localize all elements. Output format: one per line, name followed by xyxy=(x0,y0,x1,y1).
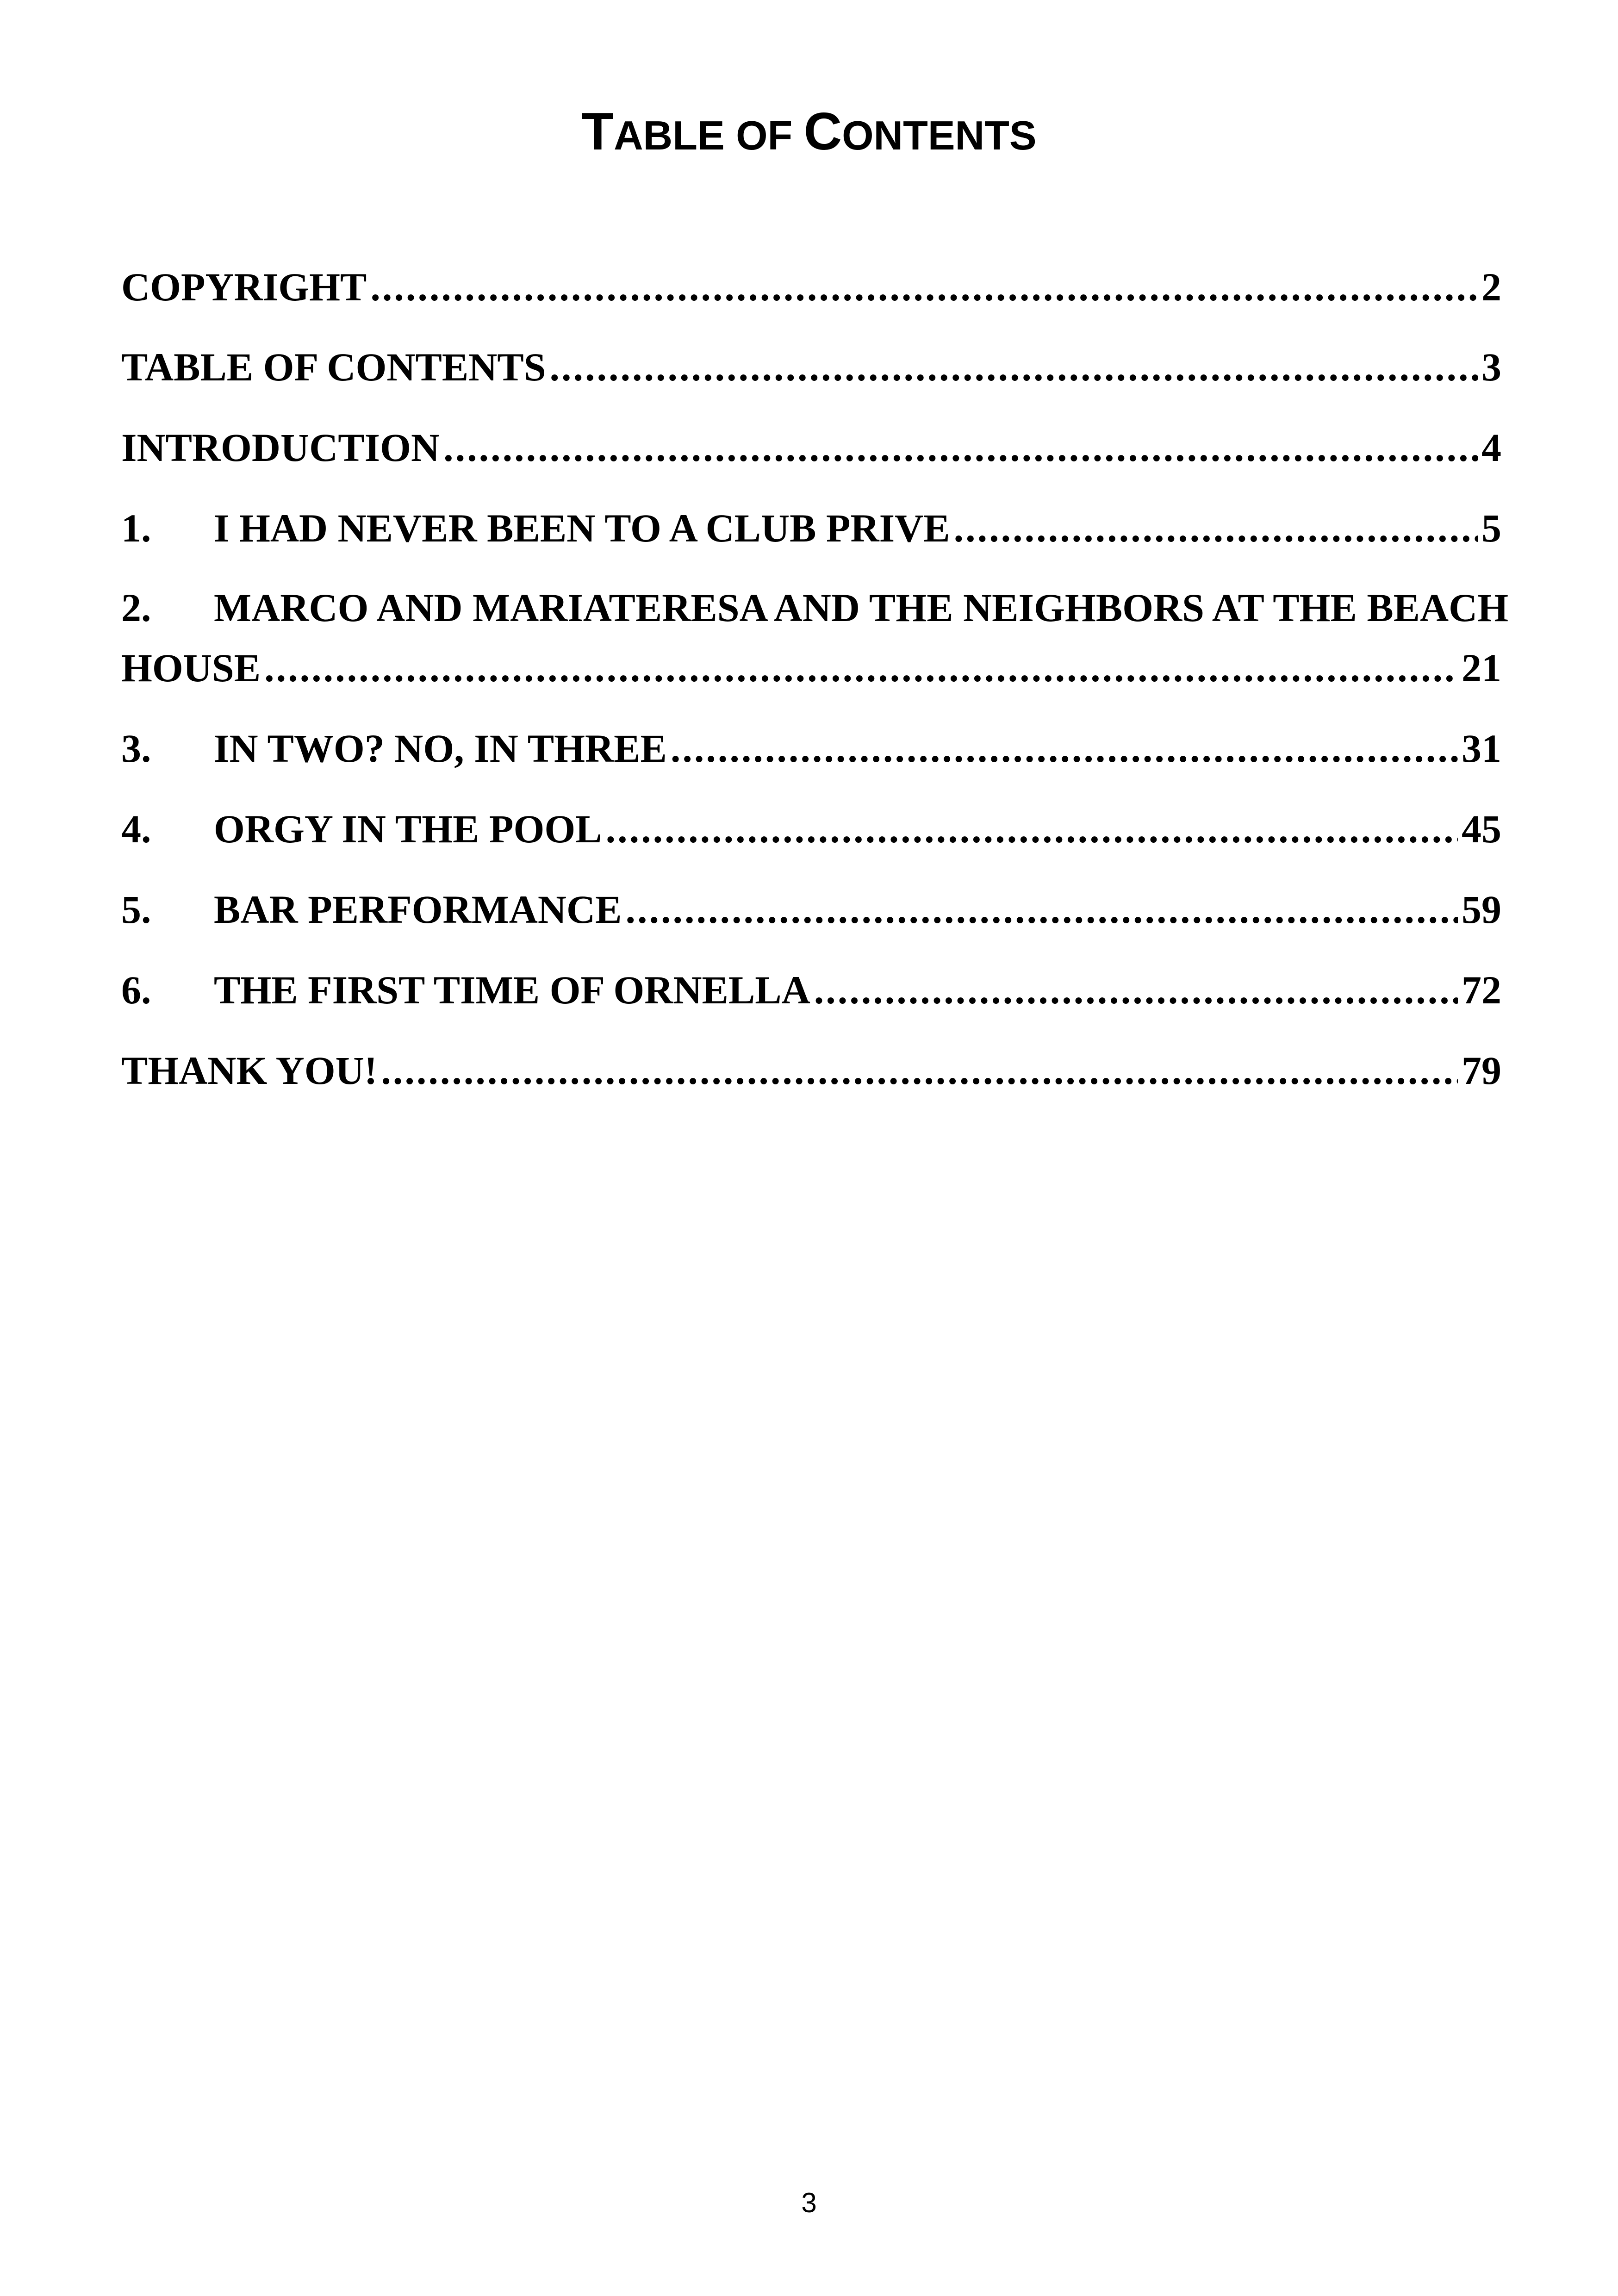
toc-entry-page: 45 xyxy=(1462,807,1501,851)
title-rest-able-of: ABLE OF xyxy=(614,112,804,158)
toc-entry-title-line-2: HOUSE xyxy=(121,646,261,690)
title-initial-c: C xyxy=(803,102,842,161)
dot-leader xyxy=(550,342,1478,392)
toc-entry-page: 79 xyxy=(1462,1048,1501,1093)
toc-entry-number: 1. xyxy=(121,506,151,550)
page-title xyxy=(0,100,1618,168)
toc-entry-number: 4. xyxy=(121,807,151,851)
toc-entry-page: 2 xyxy=(1481,265,1501,309)
toc-entry-page: 3 xyxy=(1481,345,1501,389)
toc-entry-chapter-5[interactable] xyxy=(121,884,1501,935)
toc-entry-table-of-contents[interactable] xyxy=(121,342,1501,392)
dot-leader xyxy=(671,723,1458,774)
toc-entry-title: IN TWO? NO, IN THREE xyxy=(214,726,667,771)
toc-entry-copyright[interactable] xyxy=(121,261,1501,312)
toc-entry-chapter-2[interactable] xyxy=(121,582,1509,693)
toc-entry-page: 5 xyxy=(1481,506,1501,550)
footer-page-number: 3 xyxy=(801,2187,817,2218)
dot-leader xyxy=(625,884,1458,935)
toc-entry-chapter-3[interactable] xyxy=(121,723,1501,774)
toc-entry-chapter-6[interactable] xyxy=(121,964,1501,1015)
dot-leader xyxy=(954,503,1478,554)
toc-entry-title: INTRODUCTION xyxy=(121,425,440,470)
title-rest-ontents: ONTENTS xyxy=(842,112,1037,158)
toc-entry-title: I HAD NEVER BEEN TO A CLUB PRIVE xyxy=(214,506,950,550)
toc-entry-page: 59 xyxy=(1462,887,1501,932)
dot-leader xyxy=(606,803,1458,854)
toc-entry-page: 21 xyxy=(1462,646,1501,690)
title-initial-t: T xyxy=(581,102,614,161)
toc-entry-number: 5. xyxy=(121,887,151,932)
dot-leader xyxy=(381,1045,1458,1096)
dot-leader xyxy=(264,642,1458,693)
toc-entry-title: COPYRIGHT xyxy=(121,265,367,309)
toc-entry-page: 72 xyxy=(1462,968,1501,1012)
toc-entry-chapter-1[interactable] xyxy=(121,503,1501,554)
toc-entry-introduction[interactable] xyxy=(121,422,1501,473)
toc-entry-title: TABLE OF CONTENTS xyxy=(121,345,546,389)
toc-entry-chapter-4[interactable] xyxy=(121,803,1501,854)
toc-entry-number: 2. xyxy=(121,585,151,630)
dot-leader xyxy=(814,964,1458,1015)
toc-entry-title: BAR PERFORMANCE xyxy=(214,887,622,932)
toc-entry-page: 4 xyxy=(1481,425,1501,470)
toc-entry-number: 3. xyxy=(121,726,151,771)
toc-entry-thank-you[interactable] xyxy=(121,1045,1501,1096)
toc-entry-title: THE FIRST TIME OF ORNELLA xyxy=(214,968,810,1012)
dot-leader xyxy=(443,422,1478,473)
toc-entry-title-line-1: MARCO AND MARIATERESA AND THE NEIGHBORS AT THE BEACH xyxy=(214,585,1509,630)
toc-entry-page: 31 xyxy=(1462,726,1501,771)
dot-leader xyxy=(370,261,1478,312)
toc-entry-number: 6. xyxy=(121,968,151,1012)
toc-entry-title: ORGY IN THE POOL xyxy=(214,807,602,851)
toc-entry-title: THANK YOU! xyxy=(121,1048,378,1093)
